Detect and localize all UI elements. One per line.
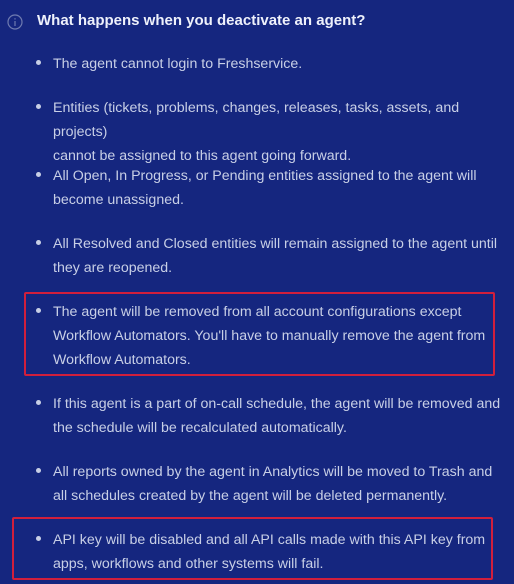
list-item-text: The agent will be removed from all account configurations except Workflow Automators. You'll have to manually remove the agent from Workflow Automators. [53, 304, 486, 368]
bullet-icon [36, 400, 41, 405]
list-item-text: All Resolved and Closed entities will remain assigned to the agent until they are reopened. [53, 236, 498, 276]
bullet-icon [36, 240, 41, 245]
bullet-icon [36, 536, 41, 541]
list-item-text: API key will be disabled and all API calls made with this API key from apps, workflows and other systems will fail. [53, 532, 486, 572]
bullet-icon [36, 468, 41, 473]
bullet-icon [36, 172, 41, 177]
list-item-text: Entities (tickets, problems, changes, releases, tasks, assets, and projects) cannot be assigned to this agent going forward. [53, 100, 460, 164]
bullet-icon [36, 104, 41, 109]
list-item-text: All reports owned by the agent in Analytics will be moved to Trash and all schedules created by the agent will be deleted permanently. [53, 464, 493, 504]
info-icon [7, 14, 23, 30]
bullet-icon [36, 60, 41, 65]
bullet-icon [36, 308, 41, 313]
list-item-text: All Open, In Progress, or Pending entities assigned to the agent will become unassigned. [53, 168, 477, 208]
section-heading: What happens when you deactivate an agent? [37, 12, 366, 29]
list-item-text: The agent cannot login to Freshservice. [53, 56, 303, 72]
list-item-text: If this agent is a part of on-call schedule, the agent will be removed and the schedule will be recalculated automatically. [53, 396, 501, 436]
